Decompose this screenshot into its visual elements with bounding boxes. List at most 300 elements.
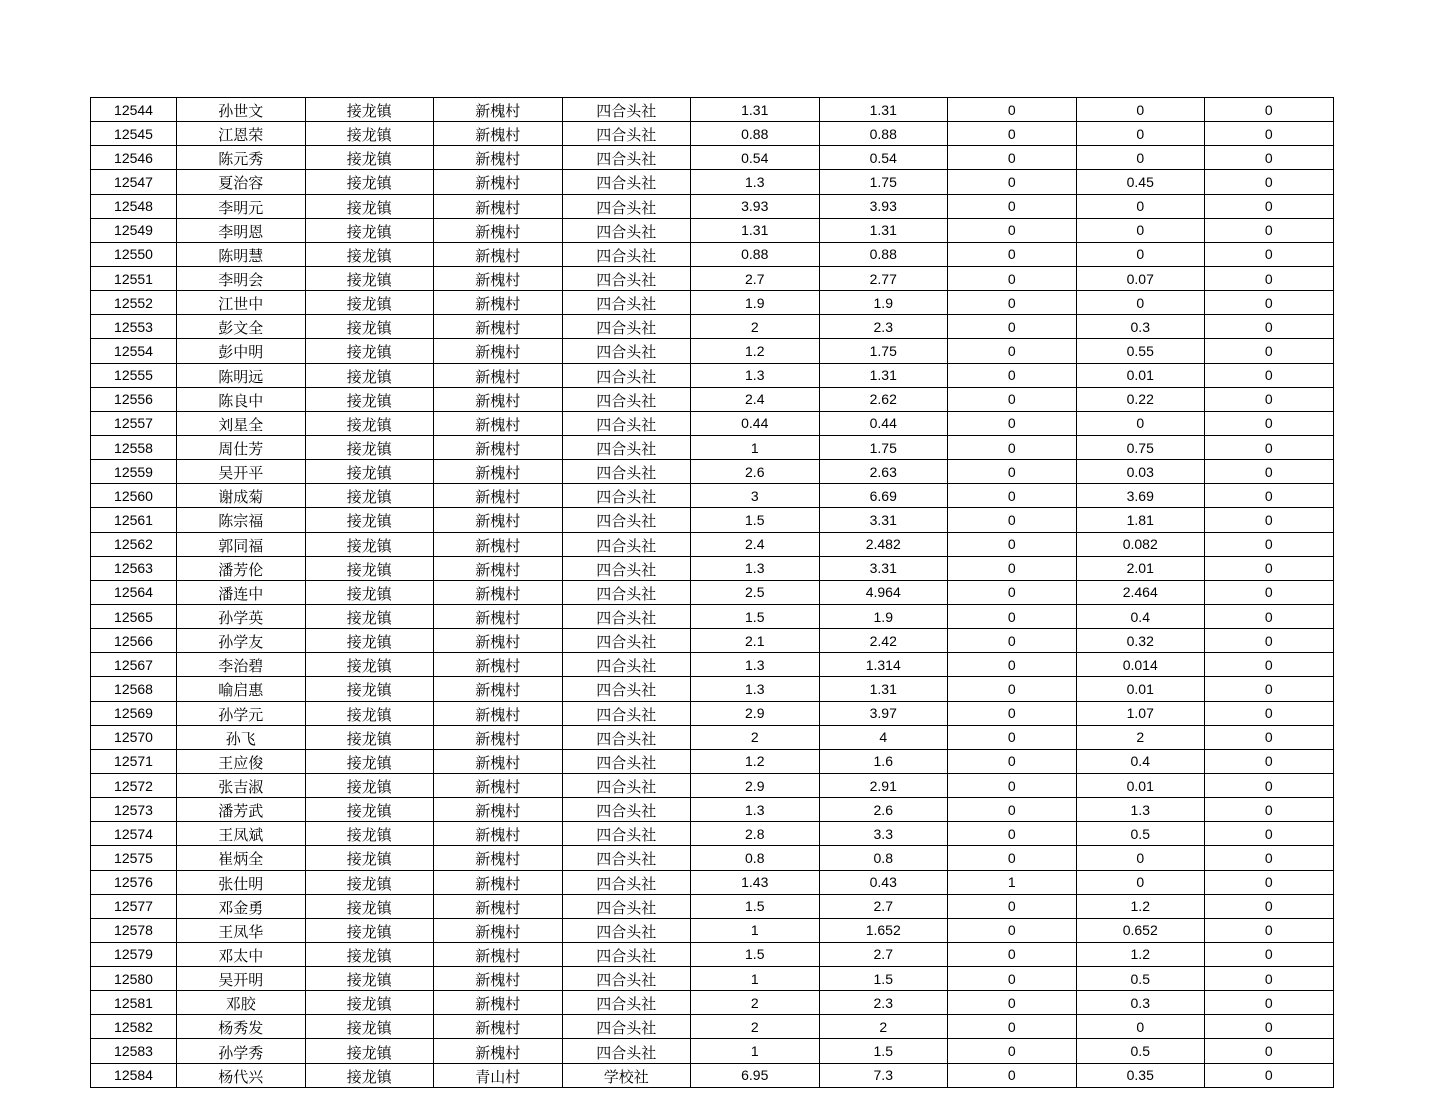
value1-cell: 1.3 bbox=[691, 170, 820, 194]
value2-cell: 1.5 bbox=[819, 1039, 948, 1063]
id-cell: 12567 bbox=[91, 653, 177, 677]
name-cell: 周仕芳 bbox=[177, 435, 306, 459]
id-cell: 12550 bbox=[91, 242, 177, 266]
value2-cell: 3.31 bbox=[819, 556, 948, 580]
value4-cell: 0.5 bbox=[1076, 1039, 1205, 1063]
village-cell: 新槐村 bbox=[434, 218, 563, 242]
value4-cell: 0 bbox=[1076, 242, 1205, 266]
village-cell: 新槐村 bbox=[434, 604, 563, 628]
value5-cell: 0 bbox=[1205, 846, 1334, 870]
group-cell: 四合头社 bbox=[562, 218, 691, 242]
value3-cell: 0 bbox=[948, 1063, 1077, 1087]
value5-cell: 0 bbox=[1205, 435, 1334, 459]
id-cell: 12563 bbox=[91, 556, 177, 580]
group-cell: 四合头社 bbox=[562, 242, 691, 266]
value5-cell: 0 bbox=[1205, 967, 1334, 991]
value2-cell: 2.7 bbox=[819, 894, 948, 918]
value1-cell: 1 bbox=[691, 967, 820, 991]
name-cell: 夏治容 bbox=[177, 170, 306, 194]
table-row bbox=[91, 266, 1334, 290]
village-cell: 新槐村 bbox=[434, 918, 563, 942]
name-cell: 崔炳全 bbox=[177, 846, 306, 870]
value4-cell: 1.2 bbox=[1076, 894, 1205, 918]
value1-cell: 1.3 bbox=[691, 677, 820, 701]
value2-cell: 6.69 bbox=[819, 484, 948, 508]
name-cell: 孙学友 bbox=[177, 629, 306, 653]
group-cell: 四合头社 bbox=[562, 967, 691, 991]
table-row bbox=[91, 435, 1334, 459]
village-cell: 新槐村 bbox=[434, 435, 563, 459]
town-cell: 接龙镇 bbox=[305, 98, 434, 122]
village-cell: 新槐村 bbox=[434, 725, 563, 749]
value1-cell: 1 bbox=[691, 918, 820, 942]
value5-cell: 0 bbox=[1205, 991, 1334, 1015]
value5-cell: 0 bbox=[1205, 1063, 1334, 1087]
town-cell: 接龙镇 bbox=[305, 918, 434, 942]
group-cell: 四合头社 bbox=[562, 387, 691, 411]
village-cell: 新槐村 bbox=[434, 194, 563, 218]
table-row bbox=[91, 1063, 1334, 1087]
value2-cell: 4.964 bbox=[819, 580, 948, 604]
id-cell: 12583 bbox=[91, 1039, 177, 1063]
table-row bbox=[91, 291, 1334, 315]
group-cell: 四合头社 bbox=[562, 991, 691, 1015]
village-cell: 新槐村 bbox=[434, 701, 563, 725]
value2-cell: 1.9 bbox=[819, 604, 948, 628]
table-row bbox=[91, 701, 1334, 725]
town-cell: 接龙镇 bbox=[305, 846, 434, 870]
value5-cell: 0 bbox=[1205, 242, 1334, 266]
value5-cell: 0 bbox=[1205, 1015, 1334, 1039]
id-cell: 12570 bbox=[91, 725, 177, 749]
group-cell: 四合头社 bbox=[562, 846, 691, 870]
town-cell: 接龙镇 bbox=[305, 122, 434, 146]
id-cell: 12555 bbox=[91, 363, 177, 387]
village-cell: 新槐村 bbox=[434, 170, 563, 194]
name-cell: 杨秀发 bbox=[177, 1015, 306, 1039]
id-cell: 12562 bbox=[91, 532, 177, 556]
value5-cell: 0 bbox=[1205, 894, 1334, 918]
town-cell: 接龙镇 bbox=[305, 749, 434, 773]
value3-cell: 0 bbox=[948, 460, 1077, 484]
name-cell: 江世中 bbox=[177, 291, 306, 315]
value5-cell: 0 bbox=[1205, 580, 1334, 604]
group-cell: 四合头社 bbox=[562, 942, 691, 966]
table-row bbox=[91, 460, 1334, 484]
table-row bbox=[91, 1039, 1334, 1063]
value1-cell: 2 bbox=[691, 725, 820, 749]
village-cell: 新槐村 bbox=[434, 460, 563, 484]
group-cell: 四合头社 bbox=[562, 460, 691, 484]
value4-cell: 3.69 bbox=[1076, 484, 1205, 508]
table-row bbox=[91, 677, 1334, 701]
value3-cell: 0 bbox=[948, 315, 1077, 339]
group-cell: 四合头社 bbox=[562, 773, 691, 797]
id-cell: 12575 bbox=[91, 846, 177, 870]
id-cell: 12584 bbox=[91, 1063, 177, 1087]
value3-cell: 0 bbox=[948, 98, 1077, 122]
value3-cell: 0 bbox=[948, 1015, 1077, 1039]
value3-cell: 0 bbox=[948, 942, 1077, 966]
value4-cell: 0 bbox=[1076, 846, 1205, 870]
group-cell: 四合头社 bbox=[562, 556, 691, 580]
id-cell: 12546 bbox=[91, 146, 177, 170]
value5-cell: 0 bbox=[1205, 98, 1334, 122]
value1-cell: 2.9 bbox=[691, 701, 820, 725]
value4-cell: 0 bbox=[1076, 146, 1205, 170]
id-cell: 12576 bbox=[91, 870, 177, 894]
town-cell: 接龙镇 bbox=[305, 822, 434, 846]
name-cell: 杨代兴 bbox=[177, 1063, 306, 1087]
group-cell: 四合头社 bbox=[562, 194, 691, 218]
value4-cell: 1.81 bbox=[1076, 508, 1205, 532]
id-cell: 12553 bbox=[91, 315, 177, 339]
name-cell: 李明会 bbox=[177, 266, 306, 290]
value4-cell: 0 bbox=[1076, 218, 1205, 242]
group-cell: 四合头社 bbox=[562, 291, 691, 315]
group-cell: 学校社 bbox=[562, 1063, 691, 1087]
value2-cell: 0.88 bbox=[819, 122, 948, 146]
table-row bbox=[91, 532, 1334, 556]
value4-cell: 2.464 bbox=[1076, 580, 1205, 604]
group-cell: 四合头社 bbox=[562, 339, 691, 363]
id-cell: 12569 bbox=[91, 701, 177, 725]
value1-cell: 0.54 bbox=[691, 146, 820, 170]
village-cell: 新槐村 bbox=[434, 411, 563, 435]
value5-cell: 0 bbox=[1205, 918, 1334, 942]
table-row bbox=[91, 942, 1334, 966]
id-cell: 12549 bbox=[91, 218, 177, 242]
value4-cell: 0.32 bbox=[1076, 629, 1205, 653]
table-row bbox=[91, 749, 1334, 773]
value1-cell: 0.8 bbox=[691, 846, 820, 870]
village-cell: 新槐村 bbox=[434, 653, 563, 677]
value5-cell: 0 bbox=[1205, 725, 1334, 749]
value4-cell: 0.5 bbox=[1076, 967, 1205, 991]
value2-cell: 2.3 bbox=[819, 315, 948, 339]
id-cell: 12554 bbox=[91, 339, 177, 363]
group-cell: 四合头社 bbox=[562, 604, 691, 628]
table-row bbox=[91, 242, 1334, 266]
value3-cell: 0 bbox=[948, 242, 1077, 266]
value1-cell: 1.2 bbox=[691, 339, 820, 363]
value2-cell: 2.77 bbox=[819, 266, 948, 290]
data-table bbox=[90, 97, 1334, 1088]
town-cell: 接龙镇 bbox=[305, 677, 434, 701]
group-cell: 四合头社 bbox=[562, 749, 691, 773]
value2-cell: 1.75 bbox=[819, 170, 948, 194]
value5-cell: 0 bbox=[1205, 749, 1334, 773]
value1-cell: 1 bbox=[691, 435, 820, 459]
group-cell: 四合头社 bbox=[562, 146, 691, 170]
value3-cell: 0 bbox=[948, 967, 1077, 991]
value4-cell: 0.3 bbox=[1076, 315, 1205, 339]
town-cell: 接龙镇 bbox=[305, 725, 434, 749]
value5-cell: 0 bbox=[1205, 822, 1334, 846]
table-row bbox=[91, 991, 1334, 1015]
value4-cell: 0 bbox=[1076, 122, 1205, 146]
name-cell: 张仕明 bbox=[177, 870, 306, 894]
id-cell: 12574 bbox=[91, 822, 177, 846]
value5-cell: 0 bbox=[1205, 218, 1334, 242]
value2-cell: 1.314 bbox=[819, 653, 948, 677]
table-row bbox=[91, 798, 1334, 822]
value5-cell: 0 bbox=[1205, 194, 1334, 218]
value3-cell: 0 bbox=[948, 411, 1077, 435]
value1-cell: 2.6 bbox=[691, 460, 820, 484]
id-cell: 12580 bbox=[91, 967, 177, 991]
group-cell: 四合头社 bbox=[562, 580, 691, 604]
group-cell: 四合头社 bbox=[562, 508, 691, 532]
id-cell: 12572 bbox=[91, 773, 177, 797]
village-cell: 新槐村 bbox=[434, 532, 563, 556]
table-row bbox=[91, 484, 1334, 508]
id-cell: 12556 bbox=[91, 387, 177, 411]
value4-cell: 0.07 bbox=[1076, 266, 1205, 290]
value5-cell: 0 bbox=[1205, 556, 1334, 580]
value3-cell: 0 bbox=[948, 363, 1077, 387]
value4-cell: 0.4 bbox=[1076, 604, 1205, 628]
id-cell: 12548 bbox=[91, 194, 177, 218]
group-cell: 四合头社 bbox=[562, 653, 691, 677]
town-cell: 接龙镇 bbox=[305, 604, 434, 628]
town-cell: 接龙镇 bbox=[305, 291, 434, 315]
village-cell: 新槐村 bbox=[434, 98, 563, 122]
table-row bbox=[91, 170, 1334, 194]
table-row bbox=[91, 387, 1334, 411]
town-cell: 接龙镇 bbox=[305, 942, 434, 966]
value2-cell: 1.5 bbox=[819, 967, 948, 991]
value3-cell: 0 bbox=[948, 532, 1077, 556]
value1-cell: 0.88 bbox=[691, 242, 820, 266]
town-cell: 接龙镇 bbox=[305, 218, 434, 242]
value5-cell: 0 bbox=[1205, 315, 1334, 339]
village-cell: 新槐村 bbox=[434, 266, 563, 290]
value4-cell: 1.3 bbox=[1076, 798, 1205, 822]
name-cell: 彭文全 bbox=[177, 315, 306, 339]
value3-cell: 0 bbox=[948, 846, 1077, 870]
table-row bbox=[91, 122, 1334, 146]
id-cell: 12573 bbox=[91, 798, 177, 822]
table-row bbox=[91, 604, 1334, 628]
value2-cell: 1.31 bbox=[819, 677, 948, 701]
value3-cell: 0 bbox=[948, 556, 1077, 580]
table-row bbox=[91, 846, 1334, 870]
table-row bbox=[91, 918, 1334, 942]
table-row bbox=[91, 580, 1334, 604]
value3-cell: 0 bbox=[948, 122, 1077, 146]
group-cell: 四合头社 bbox=[562, 725, 691, 749]
value2-cell: 0.88 bbox=[819, 242, 948, 266]
value4-cell: 0 bbox=[1076, 194, 1205, 218]
id-cell: 12568 bbox=[91, 677, 177, 701]
name-cell: 潘芳伦 bbox=[177, 556, 306, 580]
village-cell: 新槐村 bbox=[434, 339, 563, 363]
group-cell: 四合头社 bbox=[562, 1015, 691, 1039]
group-cell: 四合头社 bbox=[562, 170, 691, 194]
value3-cell: 0 bbox=[948, 170, 1077, 194]
table-row bbox=[91, 508, 1334, 532]
value2-cell: 2.3 bbox=[819, 991, 948, 1015]
value3-cell: 0 bbox=[948, 725, 1077, 749]
id-cell: 12565 bbox=[91, 604, 177, 628]
name-cell: 陈良中 bbox=[177, 387, 306, 411]
town-cell: 接龙镇 bbox=[305, 556, 434, 580]
town-cell: 接龙镇 bbox=[305, 242, 434, 266]
value4-cell: 0.01 bbox=[1076, 773, 1205, 797]
town-cell: 接龙镇 bbox=[305, 580, 434, 604]
village-cell: 青山村 bbox=[434, 1063, 563, 1087]
value1-cell: 3.93 bbox=[691, 194, 820, 218]
village-cell: 新槐村 bbox=[434, 508, 563, 532]
value3-cell: 0 bbox=[948, 894, 1077, 918]
group-cell: 四合头社 bbox=[562, 98, 691, 122]
value3-cell: 0 bbox=[948, 218, 1077, 242]
group-cell: 四合头社 bbox=[562, 363, 691, 387]
village-cell: 新槐村 bbox=[434, 556, 563, 580]
value4-cell: 0.3 bbox=[1076, 991, 1205, 1015]
value3-cell: 0 bbox=[948, 1039, 1077, 1063]
value5-cell: 0 bbox=[1205, 532, 1334, 556]
group-cell: 四合头社 bbox=[562, 629, 691, 653]
value5-cell: 0 bbox=[1205, 484, 1334, 508]
value4-cell: 0 bbox=[1076, 411, 1205, 435]
name-cell: 孙世文 bbox=[177, 98, 306, 122]
group-cell: 四合头社 bbox=[562, 411, 691, 435]
value5-cell: 0 bbox=[1205, 677, 1334, 701]
name-cell: 陈元秀 bbox=[177, 146, 306, 170]
name-cell: 吴开平 bbox=[177, 460, 306, 484]
value3-cell: 0 bbox=[948, 266, 1077, 290]
id-cell: 12561 bbox=[91, 508, 177, 532]
table-row bbox=[91, 218, 1334, 242]
value2-cell: 2.91 bbox=[819, 773, 948, 797]
table-row bbox=[91, 339, 1334, 363]
value4-cell: 0.55 bbox=[1076, 339, 1205, 363]
village-cell: 新槐村 bbox=[434, 122, 563, 146]
village-cell: 新槐村 bbox=[434, 894, 563, 918]
value5-cell: 0 bbox=[1205, 508, 1334, 532]
village-cell: 新槐村 bbox=[434, 967, 563, 991]
value3-cell: 0 bbox=[948, 798, 1077, 822]
value2-cell: 7.3 bbox=[819, 1063, 948, 1087]
town-cell: 接龙镇 bbox=[305, 1039, 434, 1063]
id-cell: 12551 bbox=[91, 266, 177, 290]
value3-cell: 0 bbox=[948, 749, 1077, 773]
value2-cell: 0.43 bbox=[819, 870, 948, 894]
id-cell: 12552 bbox=[91, 291, 177, 315]
village-cell: 新槐村 bbox=[434, 846, 563, 870]
town-cell: 接龙镇 bbox=[305, 653, 434, 677]
value1-cell: 1.5 bbox=[691, 894, 820, 918]
name-cell: 孙飞 bbox=[177, 725, 306, 749]
id-cell: 12544 bbox=[91, 98, 177, 122]
name-cell: 陈明远 bbox=[177, 363, 306, 387]
town-cell: 接龙镇 bbox=[305, 411, 434, 435]
town-cell: 接龙镇 bbox=[305, 967, 434, 991]
value4-cell: 0.082 bbox=[1076, 532, 1205, 556]
village-cell: 新槐村 bbox=[434, 870, 563, 894]
value5-cell: 0 bbox=[1205, 339, 1334, 363]
name-cell: 王凤华 bbox=[177, 918, 306, 942]
town-cell: 接龙镇 bbox=[305, 798, 434, 822]
town-cell: 接龙镇 bbox=[305, 387, 434, 411]
table-row bbox=[91, 363, 1334, 387]
name-cell: 喻启惠 bbox=[177, 677, 306, 701]
value1-cell: 1.3 bbox=[691, 556, 820, 580]
value1-cell: 2 bbox=[691, 991, 820, 1015]
value3-cell: 0 bbox=[948, 604, 1077, 628]
value2-cell: 1.31 bbox=[819, 218, 948, 242]
value4-cell: 2 bbox=[1076, 725, 1205, 749]
village-cell: 新槐村 bbox=[434, 387, 563, 411]
value5-cell: 0 bbox=[1205, 604, 1334, 628]
value1-cell: 2 bbox=[691, 315, 820, 339]
value3-cell: 0 bbox=[948, 991, 1077, 1015]
village-cell: 新槐村 bbox=[434, 991, 563, 1015]
value5-cell: 0 bbox=[1205, 653, 1334, 677]
value4-cell: 0.22 bbox=[1076, 387, 1205, 411]
group-cell: 四合头社 bbox=[562, 532, 691, 556]
name-cell: 王应俊 bbox=[177, 749, 306, 773]
name-cell: 潘芳武 bbox=[177, 798, 306, 822]
value4-cell: 0 bbox=[1076, 870, 1205, 894]
name-cell: 彭中明 bbox=[177, 339, 306, 363]
village-cell: 新槐村 bbox=[434, 315, 563, 339]
village-cell: 新槐村 bbox=[434, 146, 563, 170]
name-cell: 潘连中 bbox=[177, 580, 306, 604]
value3-cell: 0 bbox=[948, 822, 1077, 846]
village-cell: 新槐村 bbox=[434, 1039, 563, 1063]
value3-cell: 0 bbox=[948, 701, 1077, 725]
town-cell: 接龙镇 bbox=[305, 266, 434, 290]
value2-cell: 1.75 bbox=[819, 435, 948, 459]
value2-cell: 2.7 bbox=[819, 942, 948, 966]
village-cell: 新槐村 bbox=[434, 942, 563, 966]
value5-cell: 0 bbox=[1205, 629, 1334, 653]
town-cell: 接龙镇 bbox=[305, 1015, 434, 1039]
town-cell: 接龙镇 bbox=[305, 894, 434, 918]
value1-cell: 2.1 bbox=[691, 629, 820, 653]
group-cell: 四合头社 bbox=[562, 315, 691, 339]
id-cell: 12545 bbox=[91, 122, 177, 146]
name-cell: 邓胶 bbox=[177, 991, 306, 1015]
table-row bbox=[91, 556, 1334, 580]
village-cell: 新槐村 bbox=[434, 484, 563, 508]
town-cell: 接龙镇 bbox=[305, 435, 434, 459]
id-cell: 12571 bbox=[91, 749, 177, 773]
value5-cell: 0 bbox=[1205, 146, 1334, 170]
name-cell: 李治碧 bbox=[177, 653, 306, 677]
village-cell: 新槐村 bbox=[434, 242, 563, 266]
value2-cell: 3.97 bbox=[819, 701, 948, 725]
value2-cell: 2.6 bbox=[819, 798, 948, 822]
id-cell: 12577 bbox=[91, 894, 177, 918]
id-cell: 12547 bbox=[91, 170, 177, 194]
name-cell: 李明恩 bbox=[177, 218, 306, 242]
name-cell: 陈宗福 bbox=[177, 508, 306, 532]
value4-cell: 0.35 bbox=[1076, 1063, 1205, 1087]
table-row bbox=[91, 653, 1334, 677]
table-row bbox=[91, 146, 1334, 170]
value1-cell: 1.5 bbox=[691, 604, 820, 628]
id-cell: 12560 bbox=[91, 484, 177, 508]
name-cell: 江恩荣 bbox=[177, 122, 306, 146]
town-cell: 接龙镇 bbox=[305, 532, 434, 556]
village-cell: 新槐村 bbox=[434, 677, 563, 701]
value4-cell: 0 bbox=[1076, 98, 1205, 122]
group-cell: 四合头社 bbox=[562, 1039, 691, 1063]
